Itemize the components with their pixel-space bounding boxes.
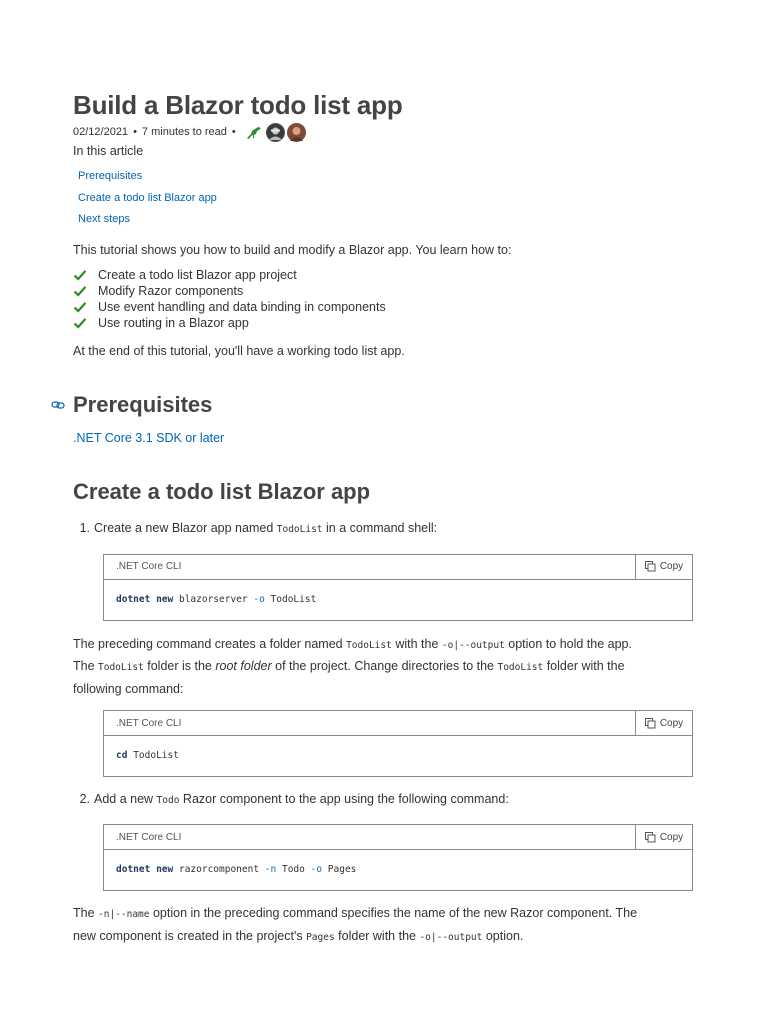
list-item xyxy=(73,299,695,315)
copy-icon xyxy=(645,561,656,572)
toc-link-next-steps[interactable]: Next steps xyxy=(78,213,130,225)
steps-list xyxy=(73,518,695,949)
checkmark-icon xyxy=(73,300,87,314)
code-block-header xyxy=(104,825,692,850)
article xyxy=(73,88,695,948)
code-language-label: .NET Core CLI xyxy=(116,717,182,729)
table-of-contents xyxy=(78,166,695,231)
code-block xyxy=(103,824,693,891)
person-icon xyxy=(267,124,284,141)
step-1-text: 1. Create a new Blazor app named TodoList in a command shell: xyxy=(73,518,695,540)
copy-button[interactable] xyxy=(635,555,692,579)
in-this-article-label: In this article xyxy=(73,144,144,158)
checkmark-icon xyxy=(73,268,87,282)
copy-label: Copy xyxy=(659,561,684,572)
checklist-text: Create a todo list Blazor app project xyxy=(98,268,297,282)
list-item xyxy=(73,283,695,299)
copy-button[interactable] xyxy=(635,825,692,849)
create-app-heading: Create a todo list Blazor app xyxy=(73,478,371,504)
checkmark-icon xyxy=(73,284,87,298)
copy-icon xyxy=(645,718,656,729)
code-block xyxy=(103,710,693,777)
code-language-label: .NET Core CLI xyxy=(116,561,182,572)
article-date: 02/12/2021 xyxy=(73,126,129,138)
dotnet-sdk-link[interactable]: .NET Core 3.1 SDK or later xyxy=(73,430,225,445)
read-time: 7 minutes to read xyxy=(141,126,227,138)
list-item xyxy=(73,267,695,283)
copy-button[interactable] xyxy=(635,711,692,735)
step-2-text: 2. Add a new Todo Razor component to the app using the following command: xyxy=(73,789,695,811)
copy-icon xyxy=(645,832,656,843)
step-2 xyxy=(73,789,695,948)
page-title: Build a Blazor todo list app xyxy=(73,90,403,120)
list-item xyxy=(73,315,695,331)
code-content: cd TodoList xyxy=(116,750,179,761)
code-block-header xyxy=(104,711,692,736)
contributor-avatar[interactable] xyxy=(266,123,285,142)
dinosaur-icon xyxy=(245,123,264,142)
meta-separator: • xyxy=(231,126,236,138)
checklist-text: Modify Razor components xyxy=(98,284,244,298)
meta-separator: • xyxy=(133,126,137,138)
outro-paragraph: At the end of this tutorial, you'll have a working todo list app. xyxy=(73,344,405,358)
step-number: 1. xyxy=(79,520,90,535)
inline-code: TodoList xyxy=(276,523,323,535)
link-icon[interactable] xyxy=(51,399,65,411)
prerequisites-heading xyxy=(73,390,695,420)
code-block-header xyxy=(104,555,692,580)
code-language-label: .NET Core CLI xyxy=(116,831,182,843)
step-1-explanation: The preceding command creates a folder named TodoList with the -o|--output option to hold the app. The TodoList folder is the root folder of the project. Change directories to the TodoList folder with the following command: xyxy=(73,636,632,696)
article-meta xyxy=(73,122,695,142)
prerequisites-heading-text: Prerequisites xyxy=(73,391,213,417)
intro-paragraph: This tutorial shows you how to build and modify a Blazor app. You learn how to: xyxy=(73,242,512,257)
step-2-explanation: The -n|--name option in the preceding command specifies the name of the new Razor component. The new component is created in the project's Pages folder with the -o|--output option. xyxy=(73,906,638,943)
contributor-avatar[interactable] xyxy=(287,123,306,142)
copy-label: Copy xyxy=(659,831,684,843)
contributor-avatar[interactable] xyxy=(245,123,264,142)
step-1 xyxy=(73,518,695,778)
inline-code: Todo xyxy=(156,795,180,806)
checklist-text: Use routing in a Blazor app xyxy=(98,316,249,330)
copy-label: Copy xyxy=(659,717,684,729)
code-content: dotnet new razorcomponent -n Todo -o Pages xyxy=(116,864,357,875)
person-icon xyxy=(287,123,306,142)
code-block xyxy=(103,554,693,621)
code-content: dotnet new blazorserver -o TodoList xyxy=(116,593,317,605)
step-number: 2. xyxy=(79,792,90,806)
learning-checklist xyxy=(73,267,695,331)
checklist-text: Use event handling and data binding in components xyxy=(98,300,386,314)
checkmark-icon xyxy=(73,316,87,330)
contributors xyxy=(245,123,306,142)
toc-link-prerequisites[interactable]: Prerequisites xyxy=(78,170,143,182)
toc-link-create-app[interactable]: Create a todo list Blazor app xyxy=(78,191,217,204)
